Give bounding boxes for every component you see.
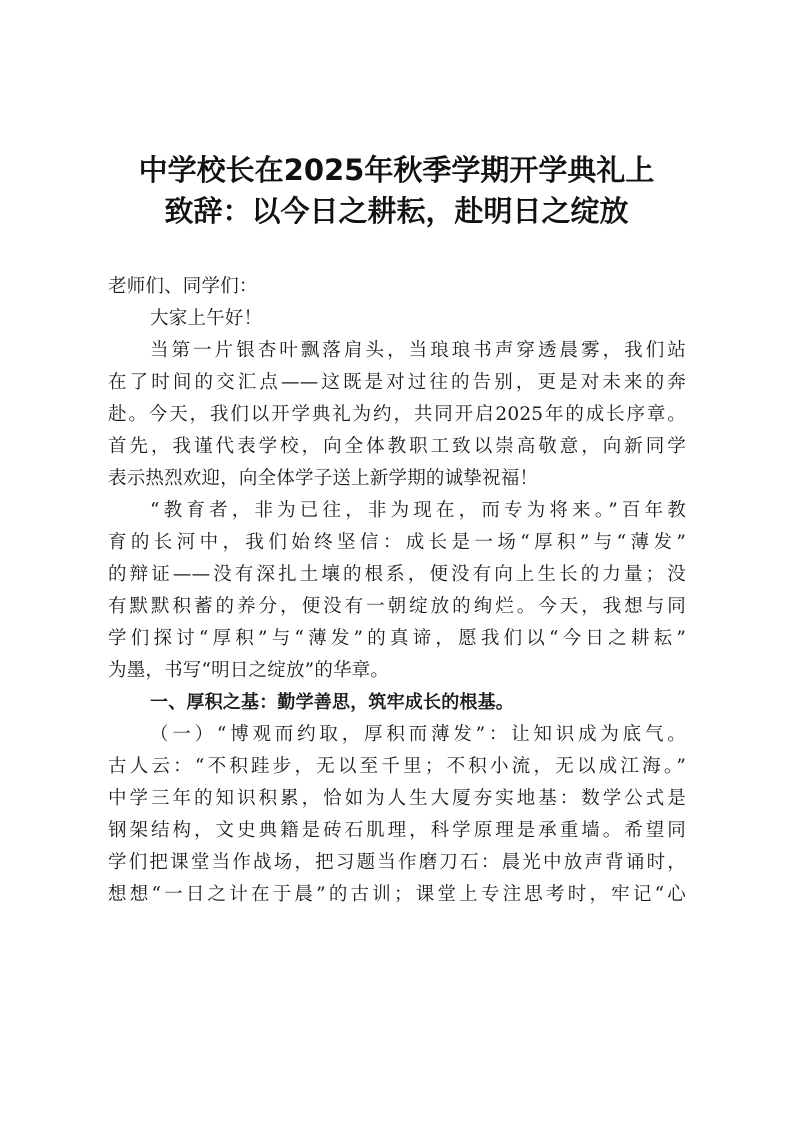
body-line: “教育者，非为已往，非为现在，而专为将来。”百年教 bbox=[150, 500, 686, 521]
document-body bbox=[108, 271, 686, 911]
body-line: 老师们、同学们： bbox=[108, 276, 258, 297]
body-line: 一、厚积之基：勤学善思，筑牢成长的根基。 bbox=[150, 692, 514, 713]
body-line: 的辩证——没有深扎土壤的根系，便没有向上生长的力量；没 bbox=[108, 564, 686, 585]
body-line: 学们把课堂当作战场，把习题当作磨刀石：晨光中放声背诵时， bbox=[108, 852, 686, 873]
body-line: 在了时间的交汇点——这既是对过往的告别，更是对未来的奔 bbox=[108, 372, 686, 393]
body-line: 古人云：“不积跬步，无以至千里；不积小流，无以成江海。” bbox=[108, 756, 686, 777]
body-line: 学们探讨“厚积”与“薄发”的真谛，愿我们以“今日之耕耘” bbox=[108, 628, 686, 649]
body-line: 为墨，书写“明日之绽放”的华章。 bbox=[108, 660, 390, 681]
body-line: 想想“一日之计在于晨”的古训；课堂上专注思考时，牢记“心 bbox=[108, 884, 686, 905]
body-line: 首先，我谨代表学校，向全体教职工致以崇高敬意，向新同学 bbox=[108, 436, 686, 457]
body-line: 赴。今天，我们以开学典礼为约，共同开启2025年的成长序章。 bbox=[108, 404, 686, 425]
body-line: 钢架结构，文史典籍是砖石肌理，科学原理是承重墙。希望同 bbox=[108, 820, 686, 841]
title-line-2: 致辞：以今日之耕耘，赴明日之绽放 bbox=[164, 194, 629, 228]
body-line: 当第一片银杏叶飘落肩头，当琅琅书声穿透晨雾，我们站 bbox=[150, 340, 686, 361]
body-line: 育的长河中，我们始终坚信：成长是一场“厚积”与“薄发” bbox=[108, 532, 686, 553]
body-line: （一）“博观而约取，厚积而薄发”：让知识成为底气。 bbox=[150, 724, 686, 745]
title-line-1: 中学校长在2025年秋季学期开学典礼上 bbox=[138, 153, 655, 187]
body-line: 大家上午好！ bbox=[150, 308, 263, 329]
body-line: 有默默积蓄的养分，便没有一朝绽放的绚烂。今天，我想与同 bbox=[108, 596, 686, 617]
document-title bbox=[100, 150, 693, 232]
body-line: 表示热烈欢迎，向全体学子送上新学期的诚挚祝福！ bbox=[108, 468, 539, 489]
body-line: 中学三年的知识积累，恰如为人生大厦夯实地基：数学公式是 bbox=[108, 788, 686, 809]
